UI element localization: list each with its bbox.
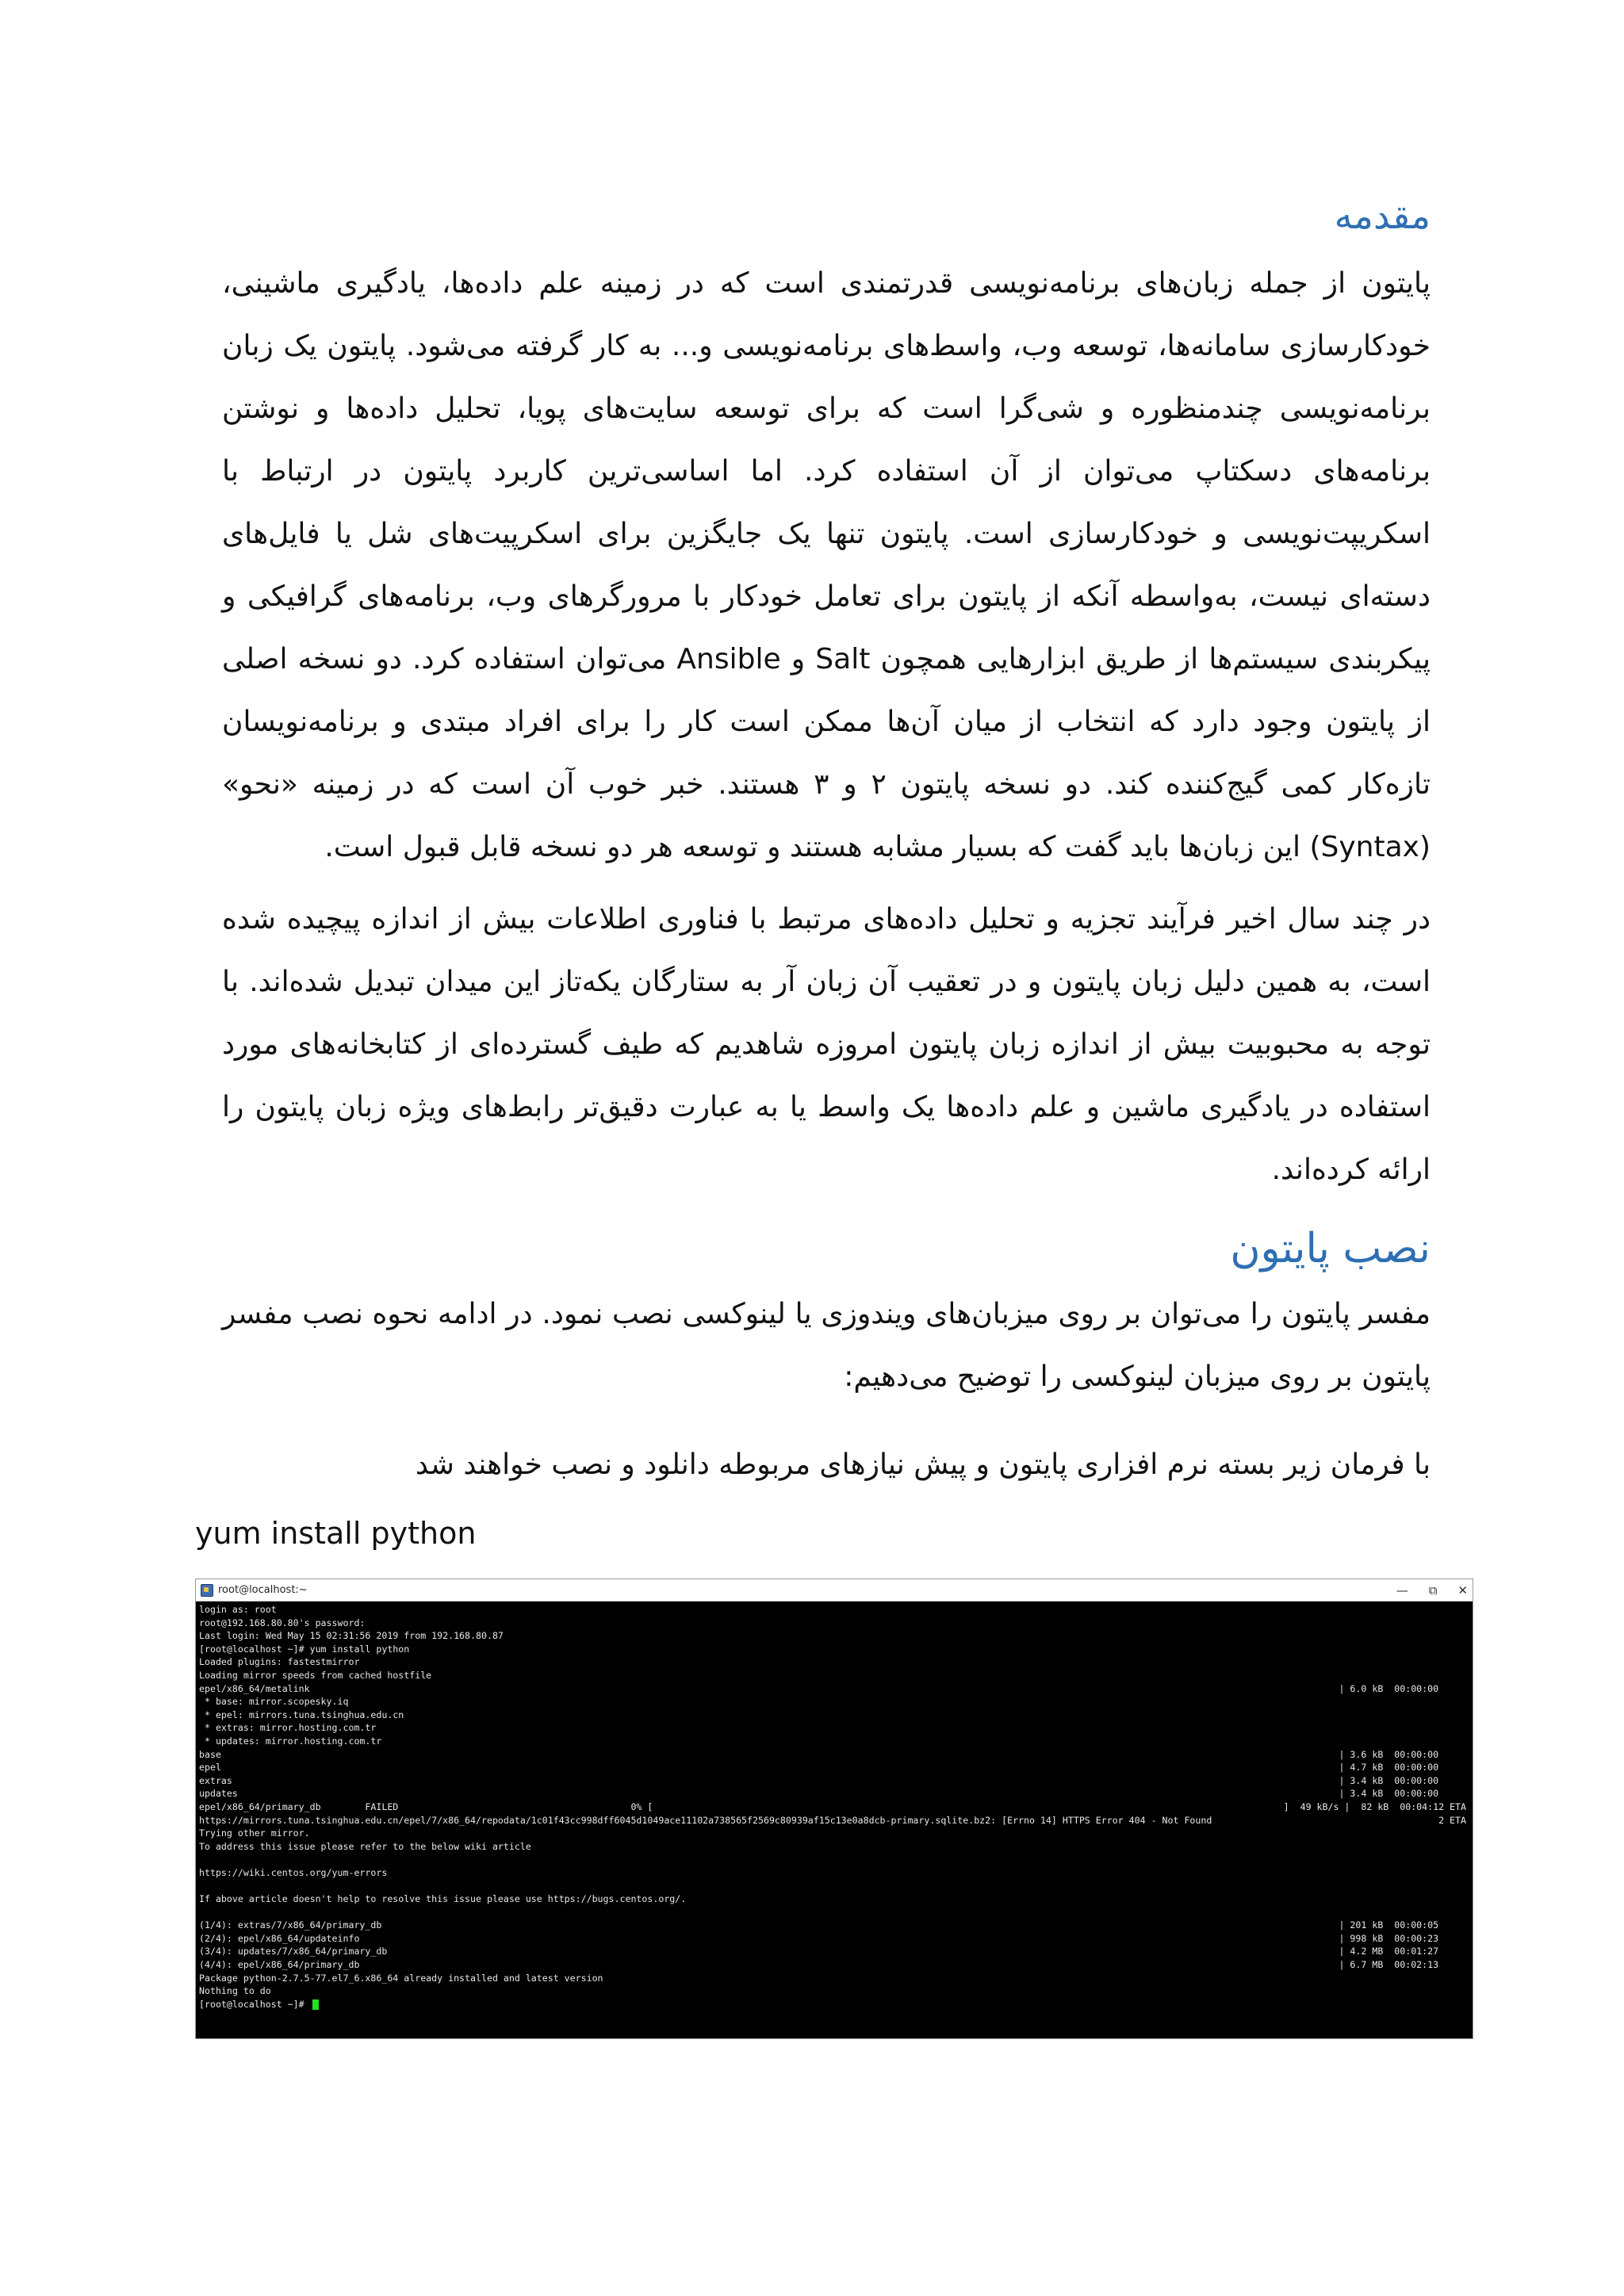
terminal-line-status: | 4.7 kB 00:00:00 [1339,1762,1466,1774]
terminal-line [199,1774,1466,1788]
terminal-line-text: * extras: mirror.hosting.com.tr [199,1722,377,1734]
terminal-line-status: | 998 kB 00:00:23 [1339,1932,1466,1944]
terminal-line-text: (3/4): updates/7/x86_64/primary_db [199,1946,388,1957]
terminal-output [196,1601,1473,2011]
terminal-line [199,1945,1466,1958]
paragraph-python-popularity: در چند سال اخیر فرآیند تجزیه و تحلیل داده‌های مرتبط با فناوری اطلاعات بیش از اندازه پیچیده شده است، به همین دلیل زبان پایتون و در تعقیب آن زبان آر به ستارگان یکه‌تاز این میدان تبدیل شده‌اند. با توجه به محبوبیت بیش از اندازه زبان پایتون امروزه شاهدیم که طیف گسترده‌ای از کتابخانه‌های مورد استفاده در یادگیری ماشین و علم داده‌ها یک واسط یا به عبارت دقیق‌تر رابط‌های ویژه زبان پایتون را ارائه کرده‌اند. [222,903,1431,1186]
terminal-line-text: Package python-2.7.5-77.el7_6.x86_64 already installed and latest version [199,1972,603,1984]
terminal-line-text: epel [199,1762,221,1774]
terminal-line-status: | 6.7 MB 00:02:13 [1339,1959,1466,1971]
terminal-line [199,1998,1466,2011]
terminal-line-text: If above article doesn't help to resolve this issue please use https://bugs.centos.org/. [199,1893,687,1905]
terminal-line-text: epel/x86_64/primary_db FAILED 0% [ [199,1800,653,1812]
terminal-line-text: updates [199,1788,238,1800]
terminal-line-text: [root@localhost ~]# [199,1998,1466,2011]
terminal-line-text [199,1879,1466,1892]
terminal-line-text: To address this issue please refer to the below wiki article [199,1840,531,1852]
terminal-cursor [312,1999,319,2010]
terminal-line [199,1721,1466,1735]
terminal-line [199,1629,1466,1643]
terminal-line-status: | 3.6 kB 00:00:00 [1339,1748,1466,1760]
heading-introduction: مقدمه [1334,194,1431,237]
terminal-line [199,1906,1466,1919]
terminal-line [199,1787,1466,1800]
terminal-line-text: extras [199,1774,232,1786]
terminal-line-status: | 3.4 kB 00:00:00 [1339,1774,1466,1786]
window-controls [1396,1579,1468,1601]
putty-terminal-icon [201,1584,213,1597]
terminal-line [199,1866,1466,1880]
terminal-line [199,1617,1466,1630]
terminal-line-status: | 201 kB 00:00:05 [1339,1919,1466,1931]
terminal-title: root@localhost:~ [218,1584,308,1596]
terminal-line-text: login as: root [199,1604,277,1615]
terminal-line [199,1932,1466,1946]
terminal-line-status: | 6.0 kB 00:00:00 [1339,1682,1466,1694]
terminal-line-text: base [199,1748,221,1760]
paragraph-install-command-intro: با فرمان زیر بسته نرم افزاری پایتون و پیش نیازهای مربوطه دانلود و نصب خواهند شد [415,1448,1431,1481]
install-command-text: yum install python [195,1516,477,1551]
terminal-line-status: 2 ETA [1438,1814,1466,1826]
terminal-line-text: root@192.168.80.80's password: [199,1617,366,1628]
terminal-line [199,1972,1466,1985]
terminal-line-text: https://mirrors.tuna.tsinghua.edu.cn/epel/7/x86_64/repodata/1c01f43cc998dff6045d1049ace11102a738565f2569c80939af15c13e0a8dcb-primary.sqlite.bz2: [Errno 14] HTTPS Error 404 - Not Found [199,1814,1212,1826]
terminal-line [199,1761,1466,1774]
terminal-line [199,1603,1466,1617]
terminal-line-status: | 4.2 MB 00:01:27 [1339,1946,1466,1957]
terminal-line [199,1695,1466,1709]
terminal-line-text: [root@localhost ~]# yum install python [199,1643,410,1655]
terminal-line [199,1853,1466,1866]
terminal-line [199,1879,1466,1892]
terminal-line-status: ] 49 kB/s | 82 kB 00:04:12 ETA [1283,1800,1466,1812]
terminal-titlebar [196,1579,1473,1601]
terminal-line-text: Nothing to do [199,1985,271,1997]
terminal-line-text: * base: mirror.scopesky.iq [199,1696,349,1708]
terminal-line-text: epel/x86_64/metalink [199,1682,310,1694]
terminal-line [199,1919,1466,1932]
terminal-screenshot [195,1578,1473,2039]
terminal-line [199,1984,1466,1998]
terminal-line [199,1814,1466,1827]
terminal-line-text: * epel: mirrors.tuna.tsinghua.edu.cn [199,1709,404,1720]
paragraph-python-overview: پایتون از جمله زبان‌های برنامه‌نویسی قدرتمندی است که در زمینه علم داده‌ها، یادگیری ماشینی، خودکارسازی سامانه‌ها، توسعه وب، واسط‌های برنامه‌نویسی و... به کار گرفته می‌شود. پایتون یک زبان برنامه‌نویسی چندمنظوره و شی‌گرا است که برای توسعه سایت‌های پویا، تحلیل داده‌ها و نوشتن برنامه‌های دسکتاپ می‌توان از آن استفاده کرد. اما اساسی‌ترین کاربرد پایتون در ارتباط با اسکریپت‌نویسی و خودکارسازی است. پایتون تنها یک جایگزین برای اسکرپیت‌های شل یا فایل‌های دسته‌ای نیست، به‌واسطه آنکه از پایتون برای تعامل خودکار با مرورگرهای وب، برنامه‌های گرافیکی و پیکربندی سیستم‌ها از طریق ابزارهایی همچون Salt و Ansible می‌توان استفاده کرد. دو نسخه اصلی از پایتون وجود دارد که انتخاب از میان آن‌ها ممکن است کار را برای افراد مبتدی و برنامه‌نویسان تازه‌کار کمی گیج‌کننده کند. دو نسخه پایتون ۲ و ۳ هستند. خبر خوب آن است که در زمینه «نحو» (Syntax) این زبان‌ها باید گفت که بسیار مشابه هستند و توسعه هر دو نسخه قابل قبول است. [222,267,1431,863]
close-icon: ✕ [1457,1582,1468,1598]
terminal-line-text: (1/4): extras/7/x86_64/primary_db [199,1919,382,1931]
terminal-line [199,1892,1466,1906]
terminal-line-text: (4/4): epel/x86_64/primary_db [199,1959,360,1971]
terminal-line [199,1840,1466,1854]
terminal-line-text: * updates: mirror.hosting.com.tr [199,1735,382,1747]
terminal-line [199,1682,1466,1696]
terminal-line [199,1735,1466,1748]
terminal-line [199,1643,1466,1656]
heading-install-python: نصب پایتون [1230,1225,1431,1272]
terminal-line-text: Loading mirror speeds from cached hostfile [199,1669,432,1681]
terminal-line-status: | 3.4 kB 00:00:00 [1339,1788,1466,1800]
terminal-line [199,1748,1466,1762]
terminal-line-text: Last login: Wed May 15 02:31:56 2019 from 192.168.80.87 [199,1630,504,1642]
terminal-line [199,1655,1466,1669]
terminal-line-text: https://wiki.centos.org/yum-errors [199,1866,388,1878]
terminal-line-text [199,1906,1466,1919]
terminal-line-text [199,1853,1466,1866]
terminal-line-text: Trying other mirror. [199,1827,310,1839]
terminal-line [199,1669,1466,1682]
terminal-line-text: (2/4): epel/x86_64/updateinfo [199,1932,360,1944]
terminal-line [199,1958,1466,1972]
minimize-icon: — [1396,1582,1408,1598]
paragraph-install-intro: مفسر پایتون را می‌توان بر روی میزبان‌های ویندوزی یا لینوکسی نصب نمود. در ادامه نحوه نصب مفسر پایتون بر روی میزبان لینوکسی را توضیح می‌دهیم: [222,1298,1431,1393]
restore-icon: ⧉ [1428,1582,1438,1598]
terminal-line [199,1709,1466,1722]
terminal-line [199,1800,1466,1814]
terminal-line [199,1827,1466,1840]
terminal-line-text: Loaded plugins: fastestmirror [199,1656,360,1668]
